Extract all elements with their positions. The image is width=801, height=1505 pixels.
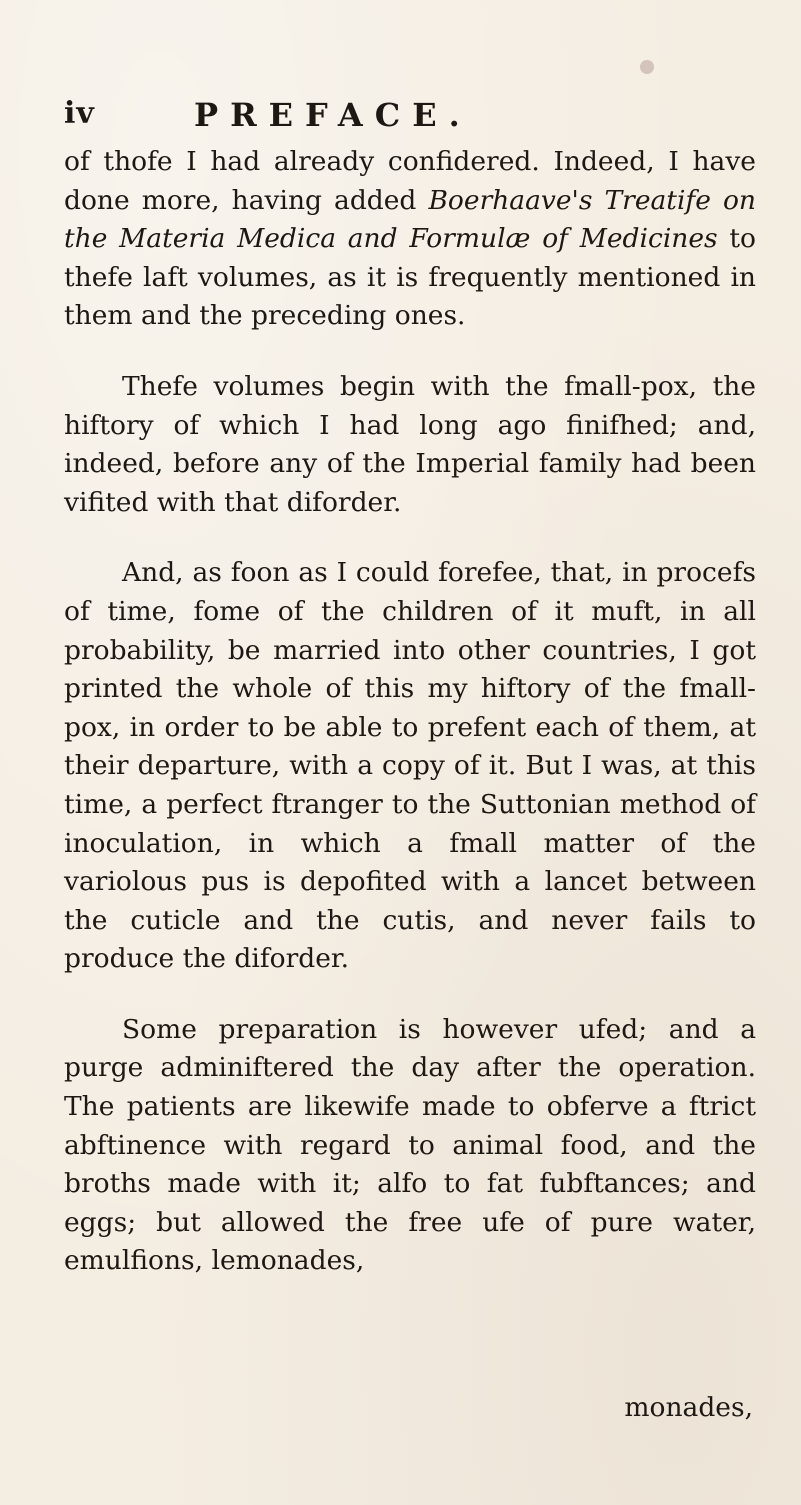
paragraph-4: Some preparation is however ufed; and a purge adminiftered the day after the operation. The patients are likewife made to obferve a ftrict abftinence with regard to animal food, and the broths made with it; alfo to fat fubftances; and eggs; but allowed the free ufe of pure water, emulfions, lemonades,	[64, 1013, 756, 1277]
ink-stain	[640, 60, 654, 74]
paragraph-1-text-after: to thefe laft volumes, as it is frequently mentioned in them and the preceding ones.	[64, 223, 756, 332]
page-number: iv	[64, 96, 95, 131]
paragraph-1-italic-title: Boerhaave's Treatife on the Materia Medica and Formulæ of Medicines	[64, 184, 756, 255]
paragraph-1	[64, 143, 756, 336]
body-text	[64, 143, 756, 1281]
running-title: PREFACE.	[194, 96, 472, 134]
page-header	[64, 96, 754, 140]
paragraph-3: And, as foon as I could forefee, that, in procefs of time, fome of the children of it muft, in all probability, be married into other countries, I got printed the whole of this my hiftory of the fmall-pox, in order to be able to prefent each of them, at their departure, with a copy of it. But I was, at this time, a perfect ftranger to the Suttonian method of inoculation, in which a fmall matter of the variolous pus is depofited with a lancet between the cuticle and the cutis, and never fails to produce the diforder.	[64, 557, 756, 975]
paragraph-1-text-before: of thofe I had already confidered. Indeed, I have done more, having added	[64, 146, 756, 216]
paragraph-2: Thefe volumes begin with the fmall-pox, the hiftory of which I had long ago finifhed; and, indeed, before any of the Imperial family had been vifited with that diforder.	[64, 370, 756, 518]
catchword: monades,	[624, 1392, 753, 1423]
